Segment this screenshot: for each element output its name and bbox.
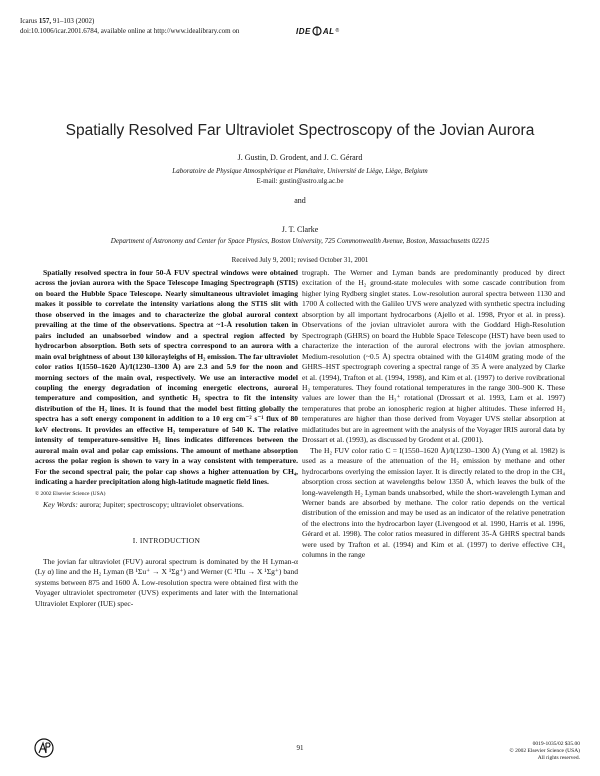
left-column <box>35 268 298 609</box>
section-heading: I. INTRODUCTION <box>132 536 201 546</box>
received-dates: Received July 9, 2001; revised October 31, 2001 <box>231 256 369 264</box>
authors: J. Gustin, D. Grodent, and J. C. Gérard <box>237 153 363 162</box>
body-paragraph-continued: trograph. The Werner and Lyman bands are predominantly produced by direct excitation of the H₂ ground-state molecules with some cascade contribution from higher lying Rydberg singlet states. Low-resolution auroral spectra between 1130 and 1700 Å collected with the Galileo UVS were analyzed with synthetic spectra including absorption by all important hydrocarbons (Ajello et al. 1998, Pryor et al. in press). Observations of the jovian ultraviolet aurora with the Goddard High-Resolution Spectrograph (GHRS) on board the Hubble Space Telescope (HST) have been used to characterize the interaction of the auroral electrons with the jovian atmosphere. Medium-resolution (~0.5 Å) spectra obtained with the G140M grating mode of the GHRS–HST spectrograph covering a spectral range of 35 Å were analyzed by Clarke et al. (1994), Trafton et al. (1994, 1998), and Kim et al. (1997) to derive rovibrational H₂ temperatures. They found rotational temperatures in the range 300–900 K. These values are lower than the H₃⁺ rotational (Drossart et al. 1993, Lam et al. 1997) temperatures that probe an ionospheric region at higher altitudes. These inferred H₂ temperatures are higher than those derived from Voyager UVS stellar absorption at midlatitudes but are in agreement with the analysis of the Voyager IRIS auroral data by Drossart et al. (1993), as discussed by Grodent et al. (2001). <box>302 268 565 445</box>
second-affiliation: Department of Astronomy and Center for Space Physics, Boston University, 725 Commonwealth Avenue, Boston, Massachusetts 02215 <box>110 237 490 245</box>
keywords-label: Key Words: <box>43 499 78 509</box>
page-number: 91 <box>296 744 304 752</box>
footer-rights: All rights reserved. <box>537 755 580 761</box>
abstract-copyright: © 2002 Elsevier Science (USA) <box>35 490 106 497</box>
body-paragraph: The H₂ FUV color ratio C = I(1550–1620 Å)/I(1230–1300 Å) (Yung et al. 1982) is used as a measure of the attenuation of the H₂ emission by methane and other hydrocarbons overlying the emission layer. It is directly related to the drop in the CH₄ absorption cross section at wavelengths below 1350 Å, which leaves the bulk of the long-wavelength H₂ Lyman bands unabsorbed, while the short-wavelength Lyman and Werner bands are absorbed by methane. The color ratio depends on the vertical distribution of the emission and may be used as an indicator of the relative penetration of the electrons into the hydrocarbon layer (Livengood et al. 1990, Harris et al. 1996, Gérard et al. 1998). The color ratios measured in different 35-Å GHRS spectral bands were used by Trafton et al. (1994) and Kim et al. (1997) to derive effective CH₄ columns in the range <box>302 445 565 560</box>
author-email[interactable]: E-mail: gustin@astro.ulg.ac.be <box>256 177 344 185</box>
logo-registered: ® <box>335 28 340 34</box>
keywords <box>35 500 298 510</box>
journal-name: Icarus <box>20 17 38 25</box>
abstract: Spatially resolved spectra in four 50-Å FUV spectral windows were obtained across the jovian aurora with the Space Telescope Imaging Spectrograph (STIS) on board the Hubble Space Telescope. Nearly simultaneous ultraviolet imaging makes it possible to correlate the intensity variations along the STIS slit with those observed in the images and to characterize the global auroral context prevailing at the time of the observations. Spectra at ~1-Å resolution taken in pairs included an unabsorbed window and a spectral region affected by hydrocarbon absorption. Both sets of spectra correspond to an aurora with a main oval brightness of about 130 kilorayleighs of H₂ emission. The far ultraviolet color ratios I(1550–1620 Å)/I(1230–1300 Å) are 2.3 and 5.9 for the noon and morning sectors of the main oval, respectively. We use an interactive model coupling the energy degradation of incoming energetic electrons, auroral temperature and composition, and synthetic H₂ spectra to fit the intensity distribution of the H₂ lines. It is found that the model best fitting globally the spectra has a soft energy component in addition to a 10 erg cm⁻² s⁻¹ flux of 80 keV electrons. It provides an effective H₂ temperature of 540 K. The relative intensity of temperature-sensitive H₂ lines indicates differences between the auroral main oval and polar cap emissions. The amount of methane absorption across the polar region is shown to vary in a way consistent with temperature. For the second spectral pair, the polar cap shows a higher attenuation by CH₄, indicating a harder precipitation along high-latitude magnetic field lines. <box>35 268 298 487</box>
second-author: J. T. Clarke <box>281 225 319 234</box>
affiliation: Laboratoire de Physique Atmosphérique et Planétaire, Université de Liège, Liège, Belgium <box>172 167 428 175</box>
journal-pages-year: 91–103 (2002) <box>52 17 95 25</box>
doi-line[interactable]: doi:10.1006/icar.2001.6784, available online at http://www.idealibrary.com on <box>20 27 240 35</box>
author-and: and <box>294 196 306 205</box>
footer-copyright-block <box>510 741 580 762</box>
ideal-logo-icon <box>312 26 322 36</box>
ideal-logo <box>296 26 339 36</box>
issn-price: 0019-1035/02 $35.00 <box>532 741 580 747</box>
logo-text: IDE <box>296 26 311 36</box>
footer-copyright: © 2002 Elsevier Science (USA) <box>509 748 580 754</box>
keywords-list: aurora; Jupiter; spectroscopy; ultraviolet observations. <box>79 499 244 509</box>
journal-volume: 157, <box>38 17 52 25</box>
citation-line <box>20 16 239 26</box>
journal-header <box>20 16 239 36</box>
logo-mark: AL <box>322 26 335 36</box>
intro-paragraph: The jovian far ultraviolet (FUV) auroral spectrum is dominated by the H Lyman-α (Ly α) line and the H₂ Lyman (B ¹Σu⁺ → X ¹Σg⁺) and Werner (C ¹Πu → X ¹Σg⁺) band systems between 875 and 1600 Å. Low-resolution spectra were obtained first with the Voyager ultraviolet spectrometer (UVS) experiments and later with the International Ultraviolet Explorer (IUE) spec- <box>35 556 298 608</box>
right-column <box>302 268 565 561</box>
article-title: Spatially Resolved Far Ultraviolet Spectroscopy of the Jovian Aurora <box>65 122 535 139</box>
